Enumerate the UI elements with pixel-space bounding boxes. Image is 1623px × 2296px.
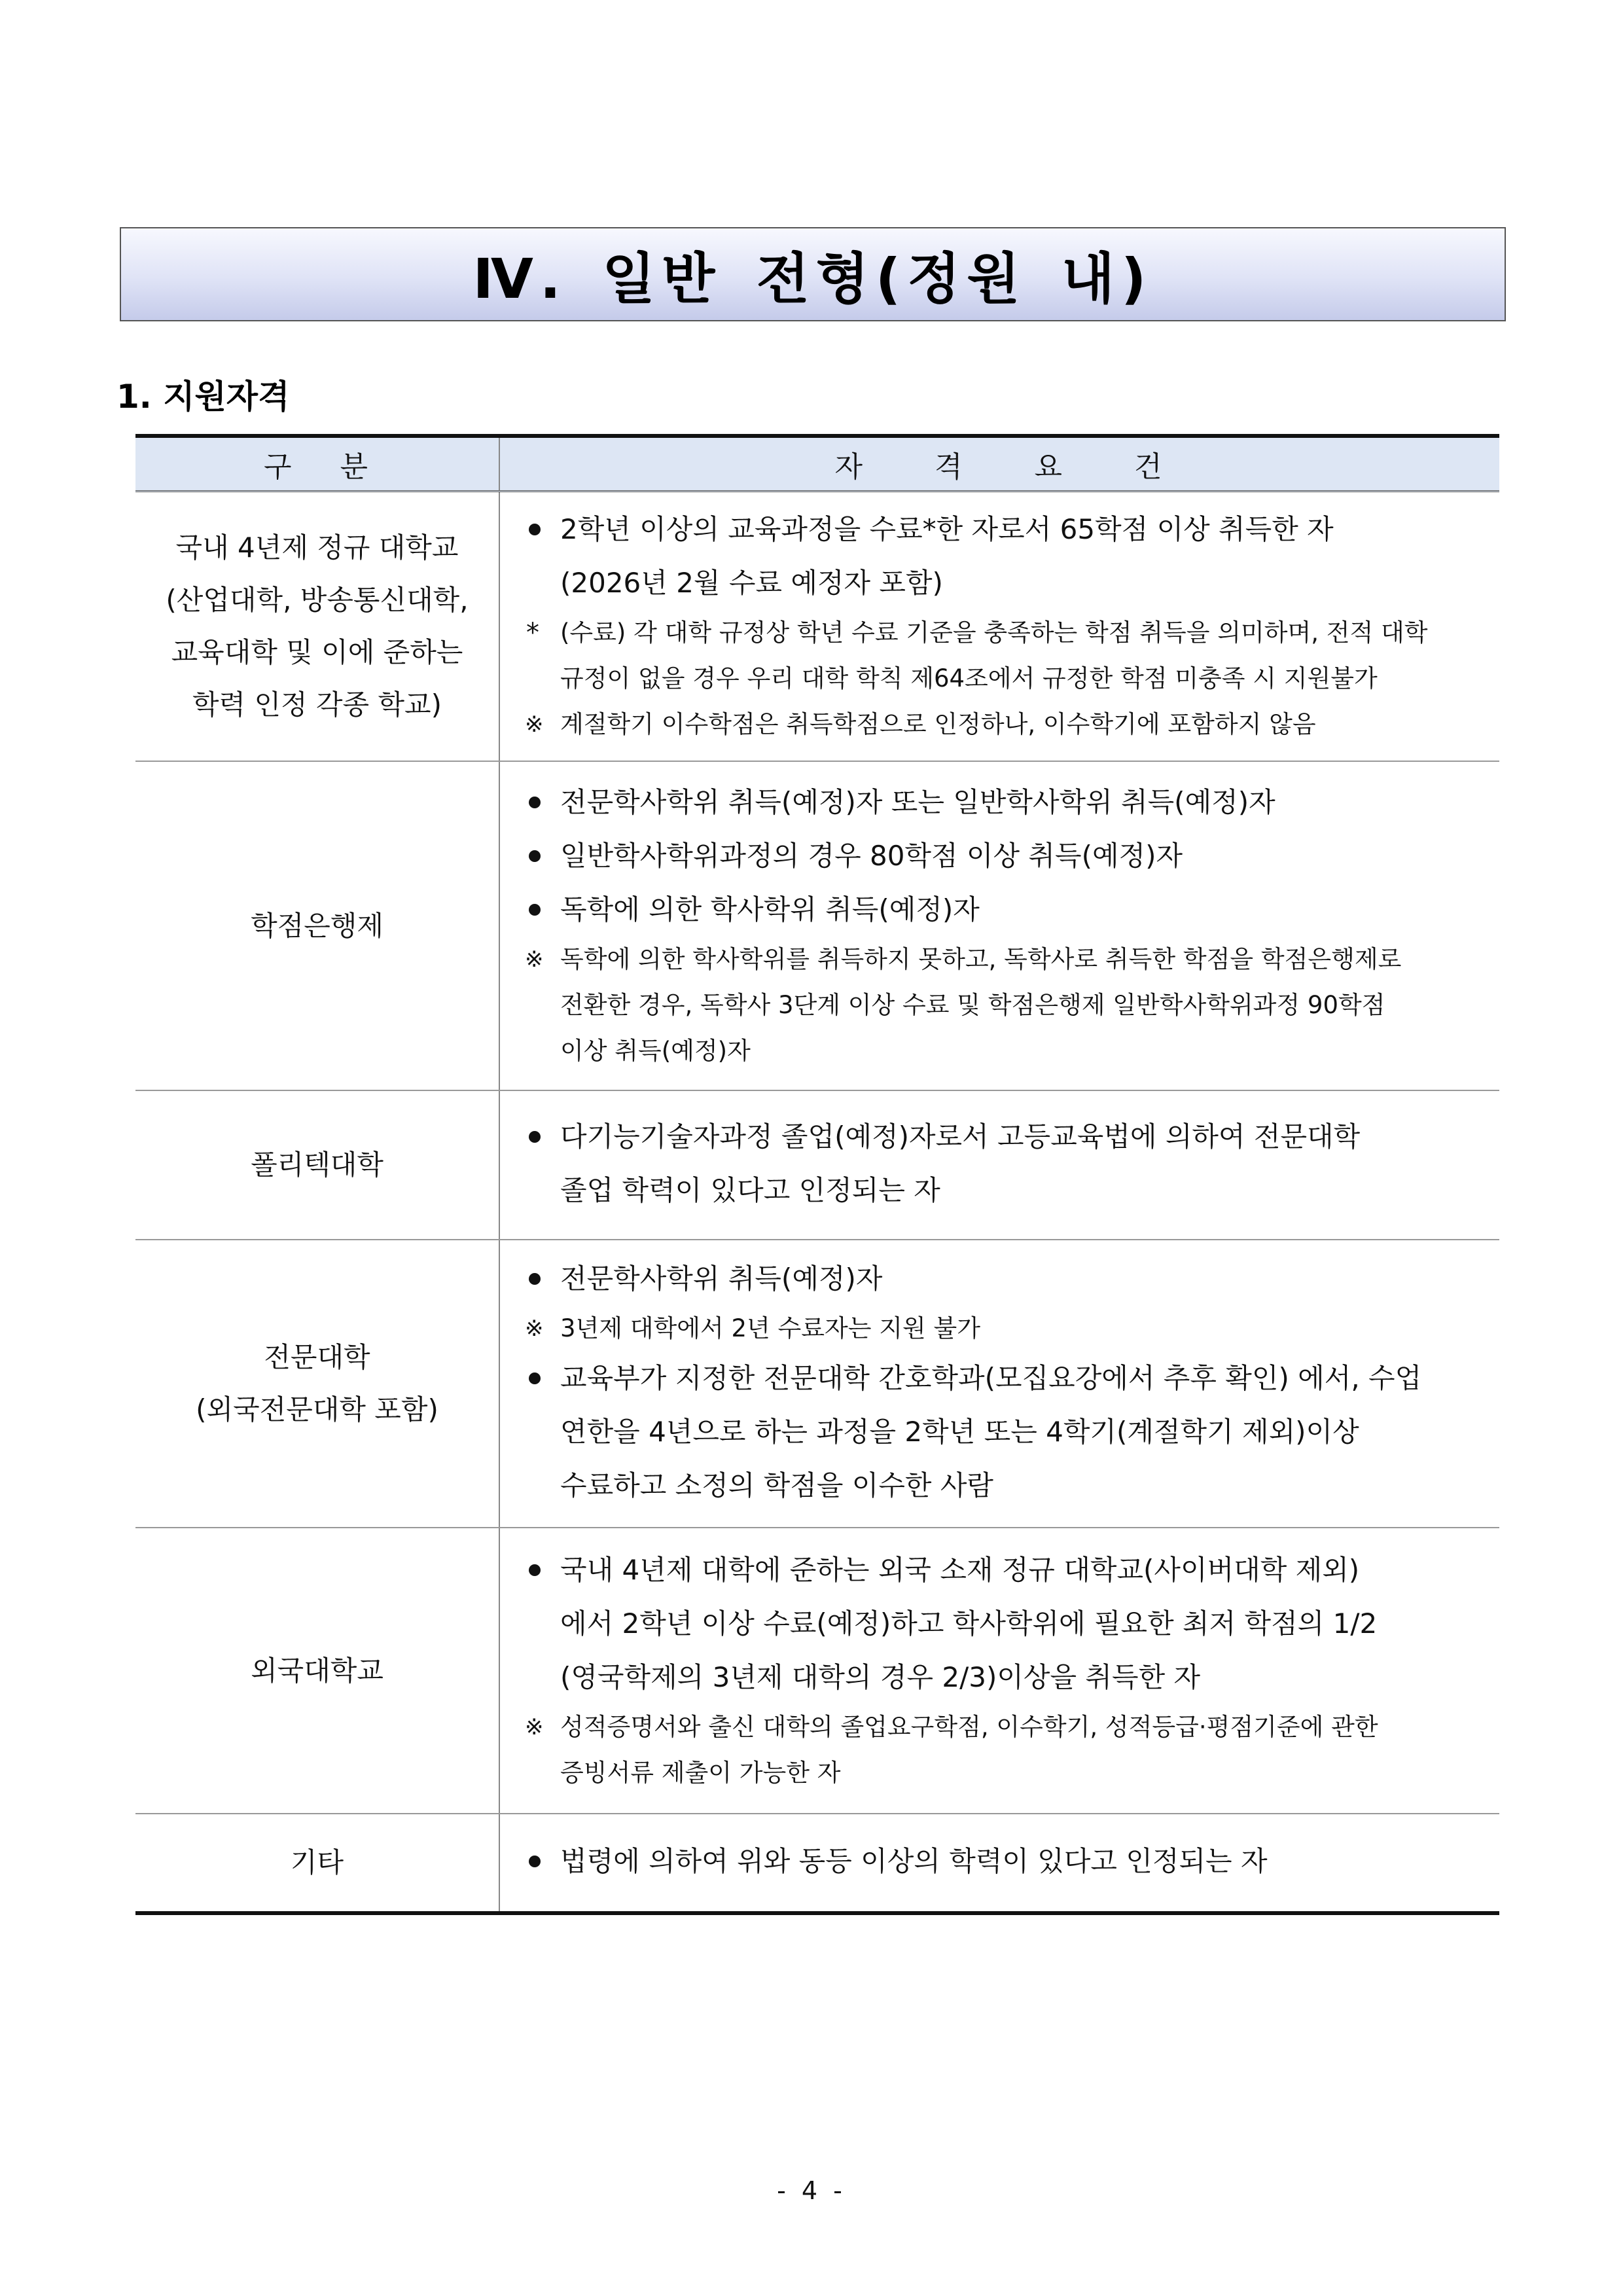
requirement-bullet: 2학년 이상의 교육과정을 수료*한 자로서 65학점 이상 취득한 자 xyxy=(520,503,1482,556)
eligibility-table xyxy=(135,434,1499,1915)
requirement-bullet: 전문학사학위 취득(예정)자 xyxy=(520,1252,1482,1306)
section-heading: 1. 지원자격 xyxy=(116,378,290,416)
requirement-bullet: 법령에 의하여 위와 동등 이상의 학력이 있다고 인정되는 자 xyxy=(520,1835,1482,1888)
category-line: 학력 인정 각종 학교) xyxy=(192,689,442,721)
table-row xyxy=(135,1090,1499,1240)
requirement-bullet: 독학에 의한 학사학위 취득(예정)자 xyxy=(520,883,1482,937)
header-category-label: 구 분 xyxy=(264,450,370,484)
table-row xyxy=(135,761,1499,1090)
requirement-bullet: 일반학사학위과정의 경우 80학점 이상 취득(예정)자 xyxy=(520,829,1482,883)
row-requirements xyxy=(499,1814,1499,1913)
row-requirements xyxy=(499,1090,1499,1240)
category-line: 학점은행제 xyxy=(251,909,383,942)
category-line: 외국대학교 xyxy=(251,1654,383,1687)
requirement-continuation: 졸업 학력이 있다고 인정되는 자 xyxy=(560,1174,940,1206)
table-header-row xyxy=(135,436,1499,492)
requirement-continuation: 에서 2학년 이상 수료(예정)하고 학사학위에 필요한 최저 학점의 1/2 xyxy=(560,1607,1378,1640)
row-category xyxy=(135,492,499,762)
category-line: 폴리텍대학 xyxy=(251,1149,383,1181)
requirement-bullet: 다기능기술자과정 졸업(예정)자로서 고등교육법에 의하여 전문대학 xyxy=(520,1110,1482,1164)
category-line: 국내 4년제 정규 대학교 xyxy=(175,531,459,564)
table-row xyxy=(135,1814,1499,1913)
row-requirements xyxy=(499,1240,1499,1528)
requirement-continuation: (영국학제의 3년제 대학의 경우 2/3)이상을 취득한 자 xyxy=(560,1660,1201,1693)
requirement-bullet: 국내 4년제 대학에 준하는 외국 소재 정규 대학교(사이버대학 제외) xyxy=(520,1543,1482,1597)
footnote-continuation: 규정이 없을 경우 우리 대학 학칙 제64조에서 규정한 학점 미충족 시 지원불가 xyxy=(560,664,1378,692)
reference-note: ※ 계절학기 이수학점은 취득학점으로 인정하나, 이수학기에 포함하지 않음 xyxy=(520,702,1482,747)
table-row xyxy=(135,1528,1499,1814)
requirement-bullet: 전문학사학위 취득(예정)자 또는 일반학사학위 취득(예정)자 xyxy=(520,776,1482,829)
header-category xyxy=(135,436,499,492)
footnote: * (수료) 각 대학 규정상 학년 수료 기준을 충족하는 학점 취득을 의미하며, 전적 대학 xyxy=(520,610,1482,656)
category-line: 교육대학 및 이에 준하는 xyxy=(171,636,463,668)
row-requirements xyxy=(499,1528,1499,1814)
row-requirements xyxy=(499,761,1499,1090)
category-line: (산업대학, 방송통신대학, xyxy=(166,584,469,616)
reference-note: ※ 독학에 의한 학사학위를 취득하지 못하고, 독학사로 취득한 학점을 학점은행제로 xyxy=(520,937,1482,982)
table-row xyxy=(135,492,1499,762)
row-category xyxy=(135,761,499,1090)
table-row xyxy=(135,1240,1499,1528)
category-line: 기타 xyxy=(290,1846,344,1878)
header-requirements-label: 자 격 요 건 xyxy=(834,450,1165,484)
requirement-continuation: 연한을 4년으로 하는 과정을 2학년 또는 4학기(계절학기 제외)이상 xyxy=(560,1416,1359,1448)
title-box xyxy=(120,227,1506,321)
row-category xyxy=(135,1814,499,1913)
category-line: 전문대학 xyxy=(264,1341,370,1373)
page-title: Ⅳ. 일반 전형(정원 내) xyxy=(473,246,1153,311)
note-continuation: 증빙서류 제출이 가능한 자 xyxy=(560,1758,841,1787)
requirement-bullet: 교육부가 지정한 전문대학 간호학과(모집요강에서 추후 확인) 에서, 수업 xyxy=(520,1352,1482,1405)
row-category xyxy=(135,1090,499,1240)
requirement-continuation: 수료하고 소정의 학점을 이수한 사람 xyxy=(560,1469,993,1501)
requirement-continuation: (2026년 2월 수료 예정자 포함) xyxy=(560,567,943,599)
reference-note: ※ 성적증명서와 출신 대학의 졸업요구학점, 이수학기, 성적등급·평점기준에 관한 xyxy=(520,1704,1482,1750)
header-requirements xyxy=(499,436,1499,492)
reference-note: ※ 3년제 대학에서 2년 수료자는 지원 불가 xyxy=(520,1306,1482,1352)
category-line: (외국전문대학 포함) xyxy=(196,1393,438,1426)
row-category xyxy=(135,1528,499,1814)
note-continuation: 이상 취득(예정)자 xyxy=(560,1036,751,1065)
row-requirements xyxy=(499,492,1499,762)
page-number: - 4 - xyxy=(777,2176,846,2205)
note-continuation: 전환한 경우, 독학사 3단계 이상 수료 및 학점은행제 일반학사학위과정 90학점 xyxy=(560,990,1385,1019)
row-category xyxy=(135,1240,499,1528)
